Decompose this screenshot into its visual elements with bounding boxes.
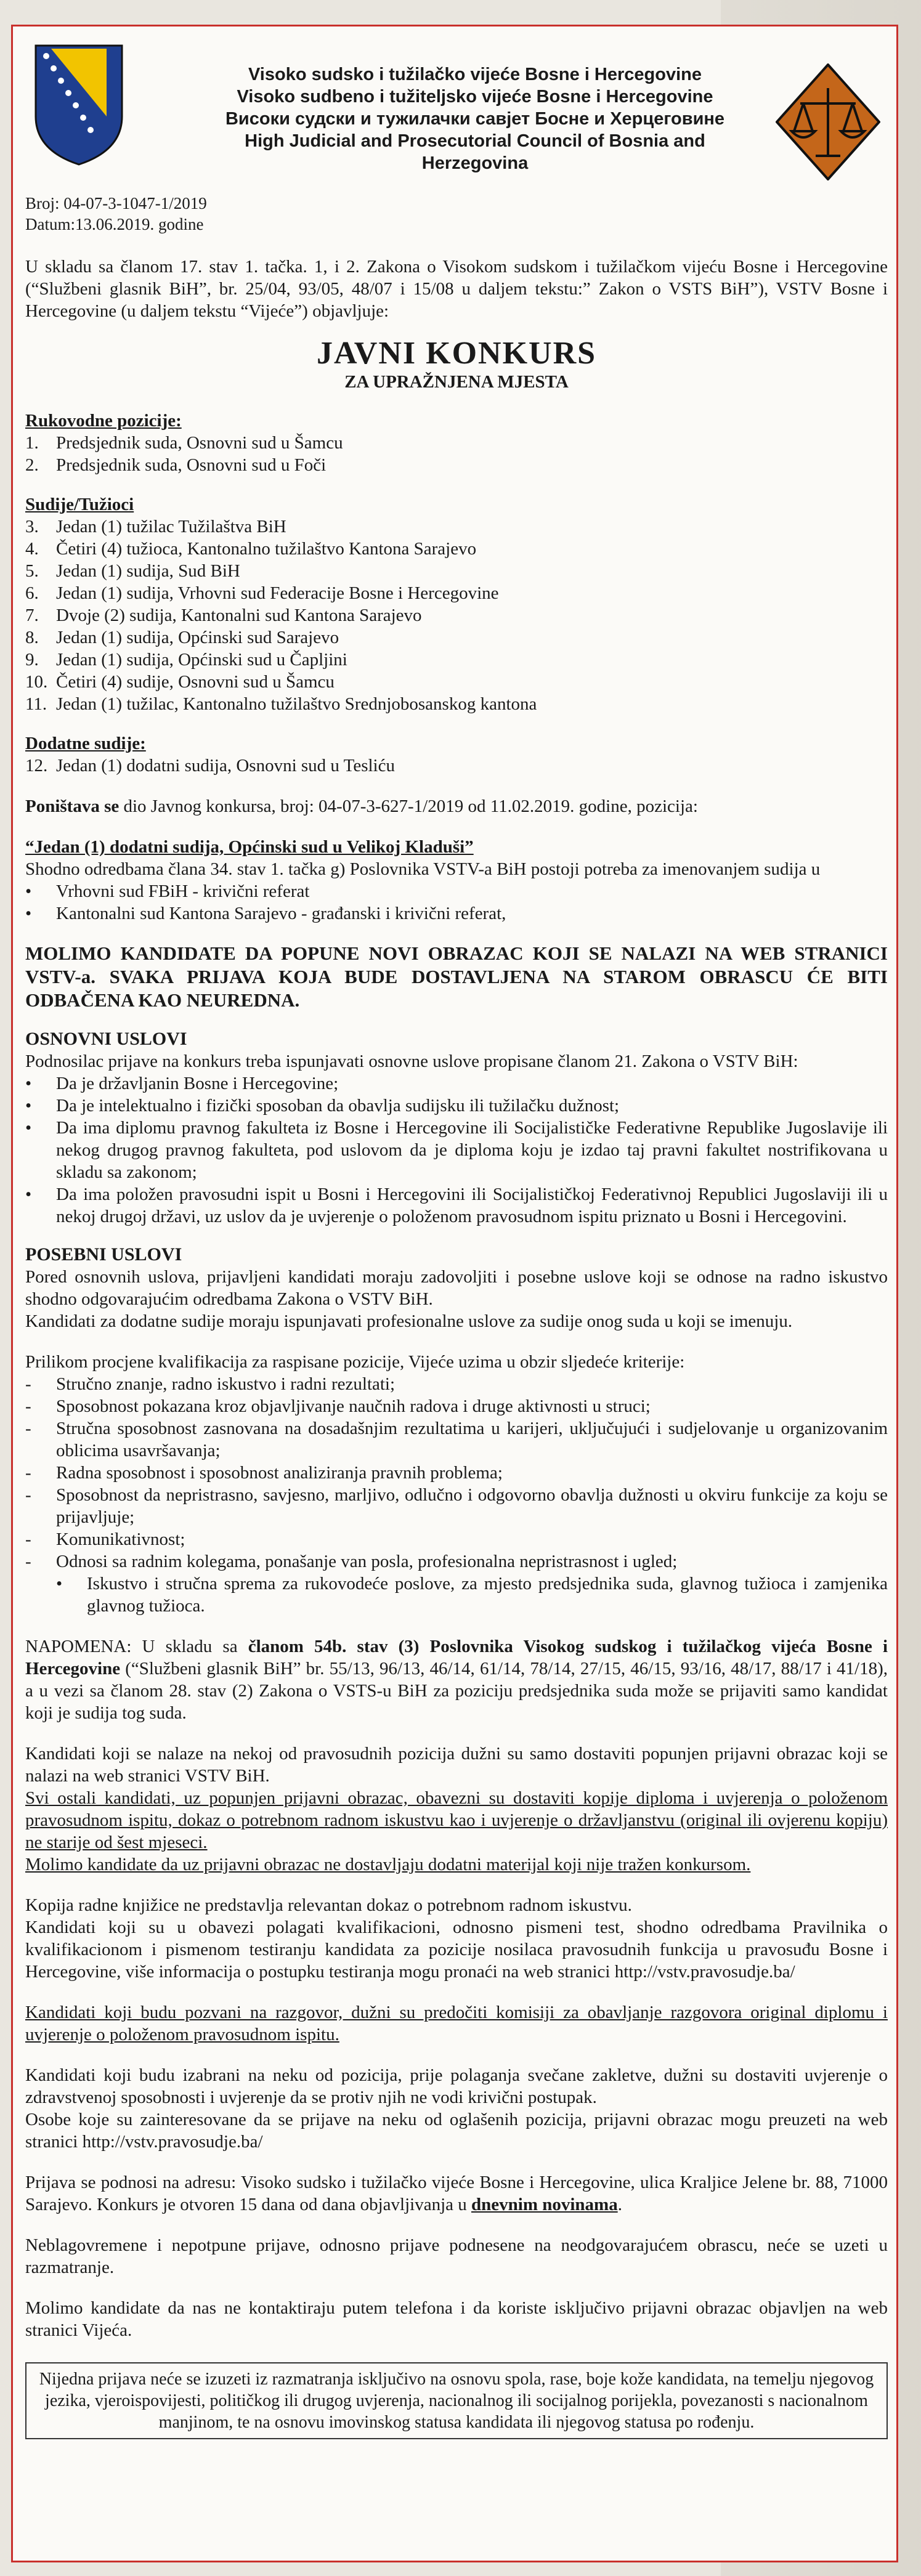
list-item: - Sposobnost da nepristrasno, savjesno, marljivo, odlučno i odgovorno obavlja dužnosti u okviru funkcije za koju se prijavljuje; [25,1485,888,1527]
list-item: - Komunikativnost; [25,1529,185,1549]
list-dodatne [25,755,888,777]
list-item: - Radna sposobnost i sposobnost analiziranja pravnih problema; [25,1463,503,1483]
notice-subtitle: ZA UPRAŽNJENA MJESTA [344,372,569,392]
institution-name-en: High Judicial and Prosecutorial Council of Bosnia and Herzegovina [245,131,705,173]
posebni-p2: Kandidati za dodatne sudije moraju ispunjavati profesionalne uslove za sudije onog suda u koji se imenuju. [25,1311,793,1331]
list-item: • Da ima diplomu pravnog fakulteta iz Bosne i Hercegovine ili Socijalističke Federativne Republike Jugoslavije ili nekog drugog pravnog fakulteta, pod uslovom da je diploma koju je izdao taj pravni fakultet nostrifikovana u skladu sa zakonom; [25,1118,888,1182]
paragraph-interview: Kandidati koji budu pozvani na razgovor, dužni su predočiti komisiji za obavljanje razgovora original diplomu i uvjerenje o položenom pravosudnom ispitu. [25,2003,888,2044]
napomena-paragraph: NAPOMENA: U skladu sa članom 54b. stav (3) Poslovnika Visokog sudskog i tužilačkog vijeća Bosne i Hercegovine (“Službeni glasnik BiH” br. 55/13, 96/13, 46/14, 61/14, 78/14, 27/15, 46/15, 93/16, 48/17, 88/17 i 41/18), a u vezi sa članom 28. stav (2) Zakona o VSTS-u BiH za poziciju predsjednika suda može se prijaviti samo kandidat koji je sudija tog suda. [25,1637,888,1723]
paragraph-no-phone: Molimo kandidate da nas ne kontaktiraju putem telefona i da koriste isključivo prijavni obrazac objavljen na web stranici Vijeća. [25,2298,888,2340]
institution-name-hr: Visoko sudbeno i tužiteljsko vijeće Bosne i Hercegovine [237,87,713,107]
institution-names [222,63,728,174]
non-discrimination-box [25,2362,888,2439]
list-item: 11. Jedan (1) tužilac, Kantonalno tužilaštvo Srednjobosanskog kantona [25,694,537,714]
list-item: - Stručno znanje, radno iskustvo i radni rezultati; [25,1374,396,1394]
list-item: 9. Jedan (1) sudija, Općinski sud u Čapljini [25,650,347,670]
list-item: 8. Jedan (1) sudija, Općinski sud Sarajevo [25,628,339,647]
list-item: 2. Predsjednik suda, Osnovni sud u Foči [25,455,327,475]
paragraph-work-booklet: Kopija radne knjižice ne predstavlja relevantan dokaz o potrebnom radnom iskustvu. [25,1895,632,1915]
important-notice: MOLIMO KANDIDATE DA POPUNE NOVI OBRAZAC KOJI SE NALAZI NA WEB STRANICI VSTV-a. SVAKA PRIJAVA KOJA BUDE DOSTAVLJENA NA STAROM OBRASCU ĆE BITI ODBAČENA KAO NEUREDNA. [25,942,888,1011]
scales-of-justice-icon [776,63,880,180]
list-item: • Da je intelektualno i fizički sposoban da obavlja sudijsku ili tužilačku dužnost; [25,1096,620,1116]
list-item: • Vrhovni sud FBiH - krivični referat [25,881,310,901]
notice-content [25,39,888,2439]
list-item: 7. Dvoje (2) sudija, Kantonalni sud Kantona Sarajevo [25,606,422,625]
list-osnovni [25,1072,888,1228]
list-item: • Kantonalni sud Kantona Sarajevo - građanski i krivični referat, [25,904,506,923]
list-item: - Sposobnost pokazana kroz objavljivanje naučnih radova i druge aktivnosti u struci; [25,1396,651,1416]
list-item: 5. Jedan (1) sudija, Sud BiH [25,561,240,581]
institution-name-sr: Високи судски и тужилачки савјет Босне и Херцеговине [225,109,725,129]
ponistava-position: “Jedan (1) dodatni sudija, Općinski sud u Velikoj Kladuši” [25,837,474,857]
posebni-p1: Pored osnovnih uslova, prijavljeni kandidati moraju zadovoljiti i posebne uslove koji se odnose na radno iskustvo shodno odgovarajućim odredbama Zakona o VSTV BiH. [25,1267,888,1309]
notice-title: JAVNI KONKURS [316,336,597,371]
list-item: 3. Jedan (1) tužilac Tužilaštva BiH [25,517,286,537]
section-heading-sudije: Sudije/Tužioci [25,495,134,514]
non-discrimination-text: Nijedna prijava neće se izuzeti iz razmatranja isključivo na osnovu spola, rase, boje kože kandidata, na temelju njegovog jezika, vjeroispovijesti, političkog ili drugog uvjerenja, nacionalnog ili socijalnog porijekla, povezanosti s nacionalnom manjinom, te na osnovu imovinskog statusa kandidata ili njegovog statusa po rođenju. [39,2370,874,2432]
section-heading-dodatne: Dodatne sudije: [25,734,146,753]
paragraph-existing-holders: Kandidati koji se nalaze na nekoj od pravosudnih pozicija dužni su samo dostaviti popunjen prijavni obrazac koji se nalazi na web stranici VSTV BiH. [25,1744,888,1786]
ponistava-basis: Shodno odredbama člana 34. stav 1. tačka g) Poslovnika VSTV-a BiH postoji potreba za imenovanjem sudija u [25,859,821,879]
list-item: • Da je državljanin Bosne i Hercegovine; [25,1074,339,1093]
list-item: 12. Jedan (1) dodatni sudija, Osnovni sud u Tesliću [25,756,395,776]
list-posebni-sub [56,1573,888,1617]
reference-number: Broj: 04-07-3-1047-1/2019 [25,194,207,213]
osnovni-lead: Podnosilac prijave na konkurs treba ispunjavati osnovne uslove propisane članom 21. Zakona o VSTV BiH: [25,1051,798,1071]
list-item: • Da ima položen pravosudni ispit u Bosni i Hercegovini ili Socijalističkoj Federativnoj Republici Jugoslaviji ili u nekoj drugoj državi, uz uslov da je uvjerenje o položenom pravosudnom ispitu priznato u Bosni i Hercegovini. [25,1185,888,1226]
coat-of-arms-icon [33,43,125,166]
institution-name-bs: Visoko sudsko i tužilačko vijeće Bosne i Hercegovine [248,65,702,84]
reference-date: Datum:13.06.2019. godine [25,215,204,233]
header [25,39,888,180]
paragraph-no-extra-material: Molimo kandidate da uz prijavni obrazac ne dostavljaju dodatni materijal koji nije tražen konkursom. [25,1855,751,1874]
list-item: 6. Jedan (1) sudija, Vrhovni sud Federacije Bosne i Hercegovine [25,583,499,603]
list-sudije [25,516,888,715]
posebni-p3: Prilikom procjene kvalifikacija za raspisane pozicije, Vijeće uzima u obzir sljedeće kriterije: [25,1352,685,1372]
list-rukovodne [25,432,888,476]
paragraph-selected: Kandidati koji budu izabrani na neku od pozicija, prije polaganja svečane zakletve, dužni su dostaviti uvjerenje o zdravstvenoj sposobnosti i uvjerenje da se protiv njih ne vodi krivični postupak. [25,2065,888,2107]
paragraph-address: Prijava se podnosi na adresu: Visoko sudsko i tužilačko vijeće Bosne i Hercegovine, ulica Kraljice Jelene br. 88, 71000 Sarajevo. Konkurs je otvoren 15 dana od dana objavljivanja u dnevnim novinama. [25,2173,888,2214]
paragraph-download-form: Osobe koje su zainteresovane da se prijave na neku od oglašenih pozicija, prijavni obrazac mogu preuzeti na web stranici http://vstv.pravosudje.ba/ [25,2110,888,2152]
section-heading-posebni: POSEBNI USLOVI [25,1244,182,1265]
list-item: • Iskustvo i stručna sprema za rukovodeće poslove, za mjesto predsjednika suda, glavnog tužioca i zamjenika glavnog tužioca. [56,1574,888,1616]
section-heading-rukovodne: Rukovodne pozicije: [25,411,182,431]
paragraph-late-applications: Neblagovremene i nepotpune prijave, odnosno prijave podnesene na neodgovarajućem obrascu, neće se uzeti u razmatranje. [25,2235,888,2277]
ponistava-paragraph: Poništava se dio Javnog konkursa, broj: 04-07-3-627-1/2019 od 11.02.2019. godine, pozicija: [25,796,698,816]
list-item: 10. Četiri (4) sudije, Osnovni sud u Šamcu [25,672,335,692]
list-ponistava [25,880,888,925]
reference-block [25,193,888,235]
list-item: - Odnosi sa radnim kolegama, ponašanje van posla, profesionalna nepristrasnost i ugled; [25,1552,678,1571]
intro-paragraph: U skladu sa članom 17. stav 1. tačka. 1, i 2. Zakona o Visokom sudskom i tužilačkom vijeću Bosne i Hercegovine (“Službeni glasnik BiH”, br. 25/04, 93/05, 48/07 i 15/08 u daljem tekstu:” Zakon o VSTS BiH”), VSTV Bosne i Hercegovine (u daljem tekstu “Vijeće”) objavljuje: [25,257,888,321]
job-notice [11,25,898,2562]
paragraph-other-candidates: Svi ostali kandidati, uz popunjen prijavni obrazac, obavezni su dostaviti kopije diploma i uvjerenja o položenom pravosudnom ispitu, dokaz o potrebnom radnom iskustvu kao i uvjerenje o državljanstvu (original ili ovjerenu kopiju) ne starije od šest mjeseci. [25,1788,888,1852]
paragraph-testing: Kandidati koji su u obavezi polagati kvalifikacioni, odnosno pismeni test, shodno odredbama Pravilnika o kvalifikacionom i pismenom testiranju kandidata za pozicije nosilaca pravosudnih funkcija u pravosuđu Bosne i Hercegovine, više informacija o postupku testiranja mogu pronaći na web stranici http://vstv.pravosudje.ba/ [25,1918,888,1982]
section-heading-osnovni: OSNOVNI USLOVI [25,1029,187,1049]
list-item: 1. Predsjednik suda, Osnovni sud u Šamcu [25,433,343,453]
list-item: 4. Četiri (4) tužioca, Kantonalno tužilaštvo Kantona Sarajevo [25,539,477,559]
list-posebni [25,1373,888,1573]
list-item: - Stručna sposobnost zasnovana na dosadašnjim rezultatima u karijeri, uključujući i sudjelovanje u organizovanim oblicima usavršavanja; [25,1419,888,1460]
